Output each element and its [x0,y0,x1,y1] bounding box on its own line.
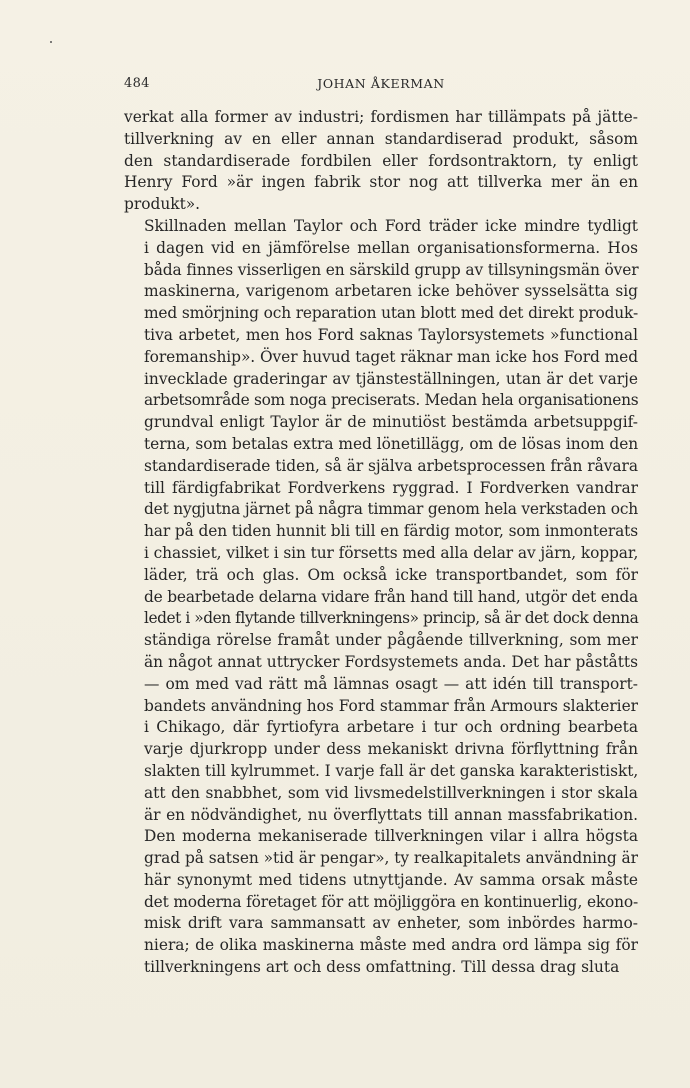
text-line: — om med vad rätt må lämnas osagt — att idén till transport- [144,674,638,693]
text-line: standardiserade tiden, så är själva arbetsprocessen från råvara [144,456,638,475]
text-line: med smörjning och reparation utan blott med det direkt produk- [144,304,638,323]
text-line: grundval enligt Taylor är de minutiöst bestämda arbetsuppgif- [144,413,638,432]
text-line: ledet i »den flytande tillverkningens» princip, så är det dock denna [144,609,639,628]
text-line: maskinerna, varigenom arbetaren icke behöver sysselsätta sig [144,282,638,301]
text-line: arbetsområde som noga preciserats. Medan hela organisationens [144,391,639,410]
text-line: varje djurkropp under dess mekaniskt drivna förflyttning från [144,740,638,759]
text-line: verkat alla former av industri; fordismen har tillämpats på jätte- [124,108,638,126]
text-line: i chassiet, vilket i sin tur försetts med alla delar av järn, koppar, [144,543,639,562]
page-header [124,76,638,96]
text-line: båda finnes visserligen en särskild grupp av tillsyningsmän över [144,260,639,279]
text-line: grad på satsen »tid är pengar», ty realkapitalets användning är [144,849,638,868]
text-line: det nygjutna järnet på några timmar genom hela verkstaden och [144,500,638,519]
text-line: misk drift vara sammansatt av enheter, som inbördes harmo- [144,914,638,933]
text-line: Skillnaden mellan Taylor och Ford träder icke mindre tydligt [144,216,638,235]
text-line: de bearbetade delarna vidare från hand till hand, utgör det enda [144,587,638,606]
text-line: än något annat uttrycker Fordsystemets anda. Det har påståtts [144,652,638,671]
text-line: ständiga rörelse framåt under pågående tillverkning, som mer [144,631,638,650]
text-line: bandets användning hos Ford stammar från Armours slakterier [144,696,638,715]
text-line: till färdigfabrikat Fordverkens ryggrad. I Fordverken vandrar [144,478,638,497]
text-line: tillverkning av en eller annan standardiserad produkt, såsom [124,129,638,148]
text-line: slakten till kylrummet. I varje fall är det ganska karakteristiskt, [144,761,639,780]
text-line: tillverkningens art och dess omfattning. Till dessa drag sluta [144,958,620,977]
text-line: foremanship». Över huvud taget räknar man icke hos Ford med [144,347,638,366]
text-line: invecklade graderingar av tjänsteställningen, utan är det varje [144,369,638,388]
text-line: har på den tiden hunnit bli till en färdig motor, som inmonterats [144,522,638,541]
page-number: 484 [124,76,150,91]
paper-speck [50,41,52,43]
text-line: Den moderna mekaniserade tillverkningen vilar i allra högsta [144,827,638,846]
text-line: niera; de olika maskinerna måste med andra ord lämpa sig för [144,936,638,955]
text-line: läder, trä och glas. Om också icke transportbandet, som för [144,565,638,584]
text-line: det moderna företaget för att möjliggöra en kontinuerlig, ekono- [144,892,638,911]
body-text [124,107,638,979]
text-line: terna, som betalas extra med lönetillägg, om de lösas inom den [144,434,639,453]
text-line: den standardiserade fordbilen eller fordsontraktorn, ty enligt [124,151,638,170]
paragraph [124,216,638,979]
text-line: är en nödvändighet, nu överflyttats till annan massfabrikation. [144,805,638,824]
paragraph [124,107,638,216]
text-line: i Chikago, där fyrtiofyra arbetare i tur och ordning bearbeta [144,718,638,737]
text-line: tiva arbetet, men hos Ford saknas Taylorsystemets »functional [144,325,638,344]
text-line: Henry Ford »är ingen fabrik stor nog att tillverka mer än en [124,173,638,192]
text-line: i dagen vid en jämförelse mellan organisationsformerna. Hos [144,238,638,257]
text-line: att den snabbhet, som vid livsmedelstillverkningen i stor skala [144,783,638,802]
text-line: produkt». [124,195,201,214]
text-line: här synonymt med tidens utnyttjande. Av samma orsak måste [144,870,638,889]
running-head: JOHAN ÅKERMAN [317,76,445,91]
